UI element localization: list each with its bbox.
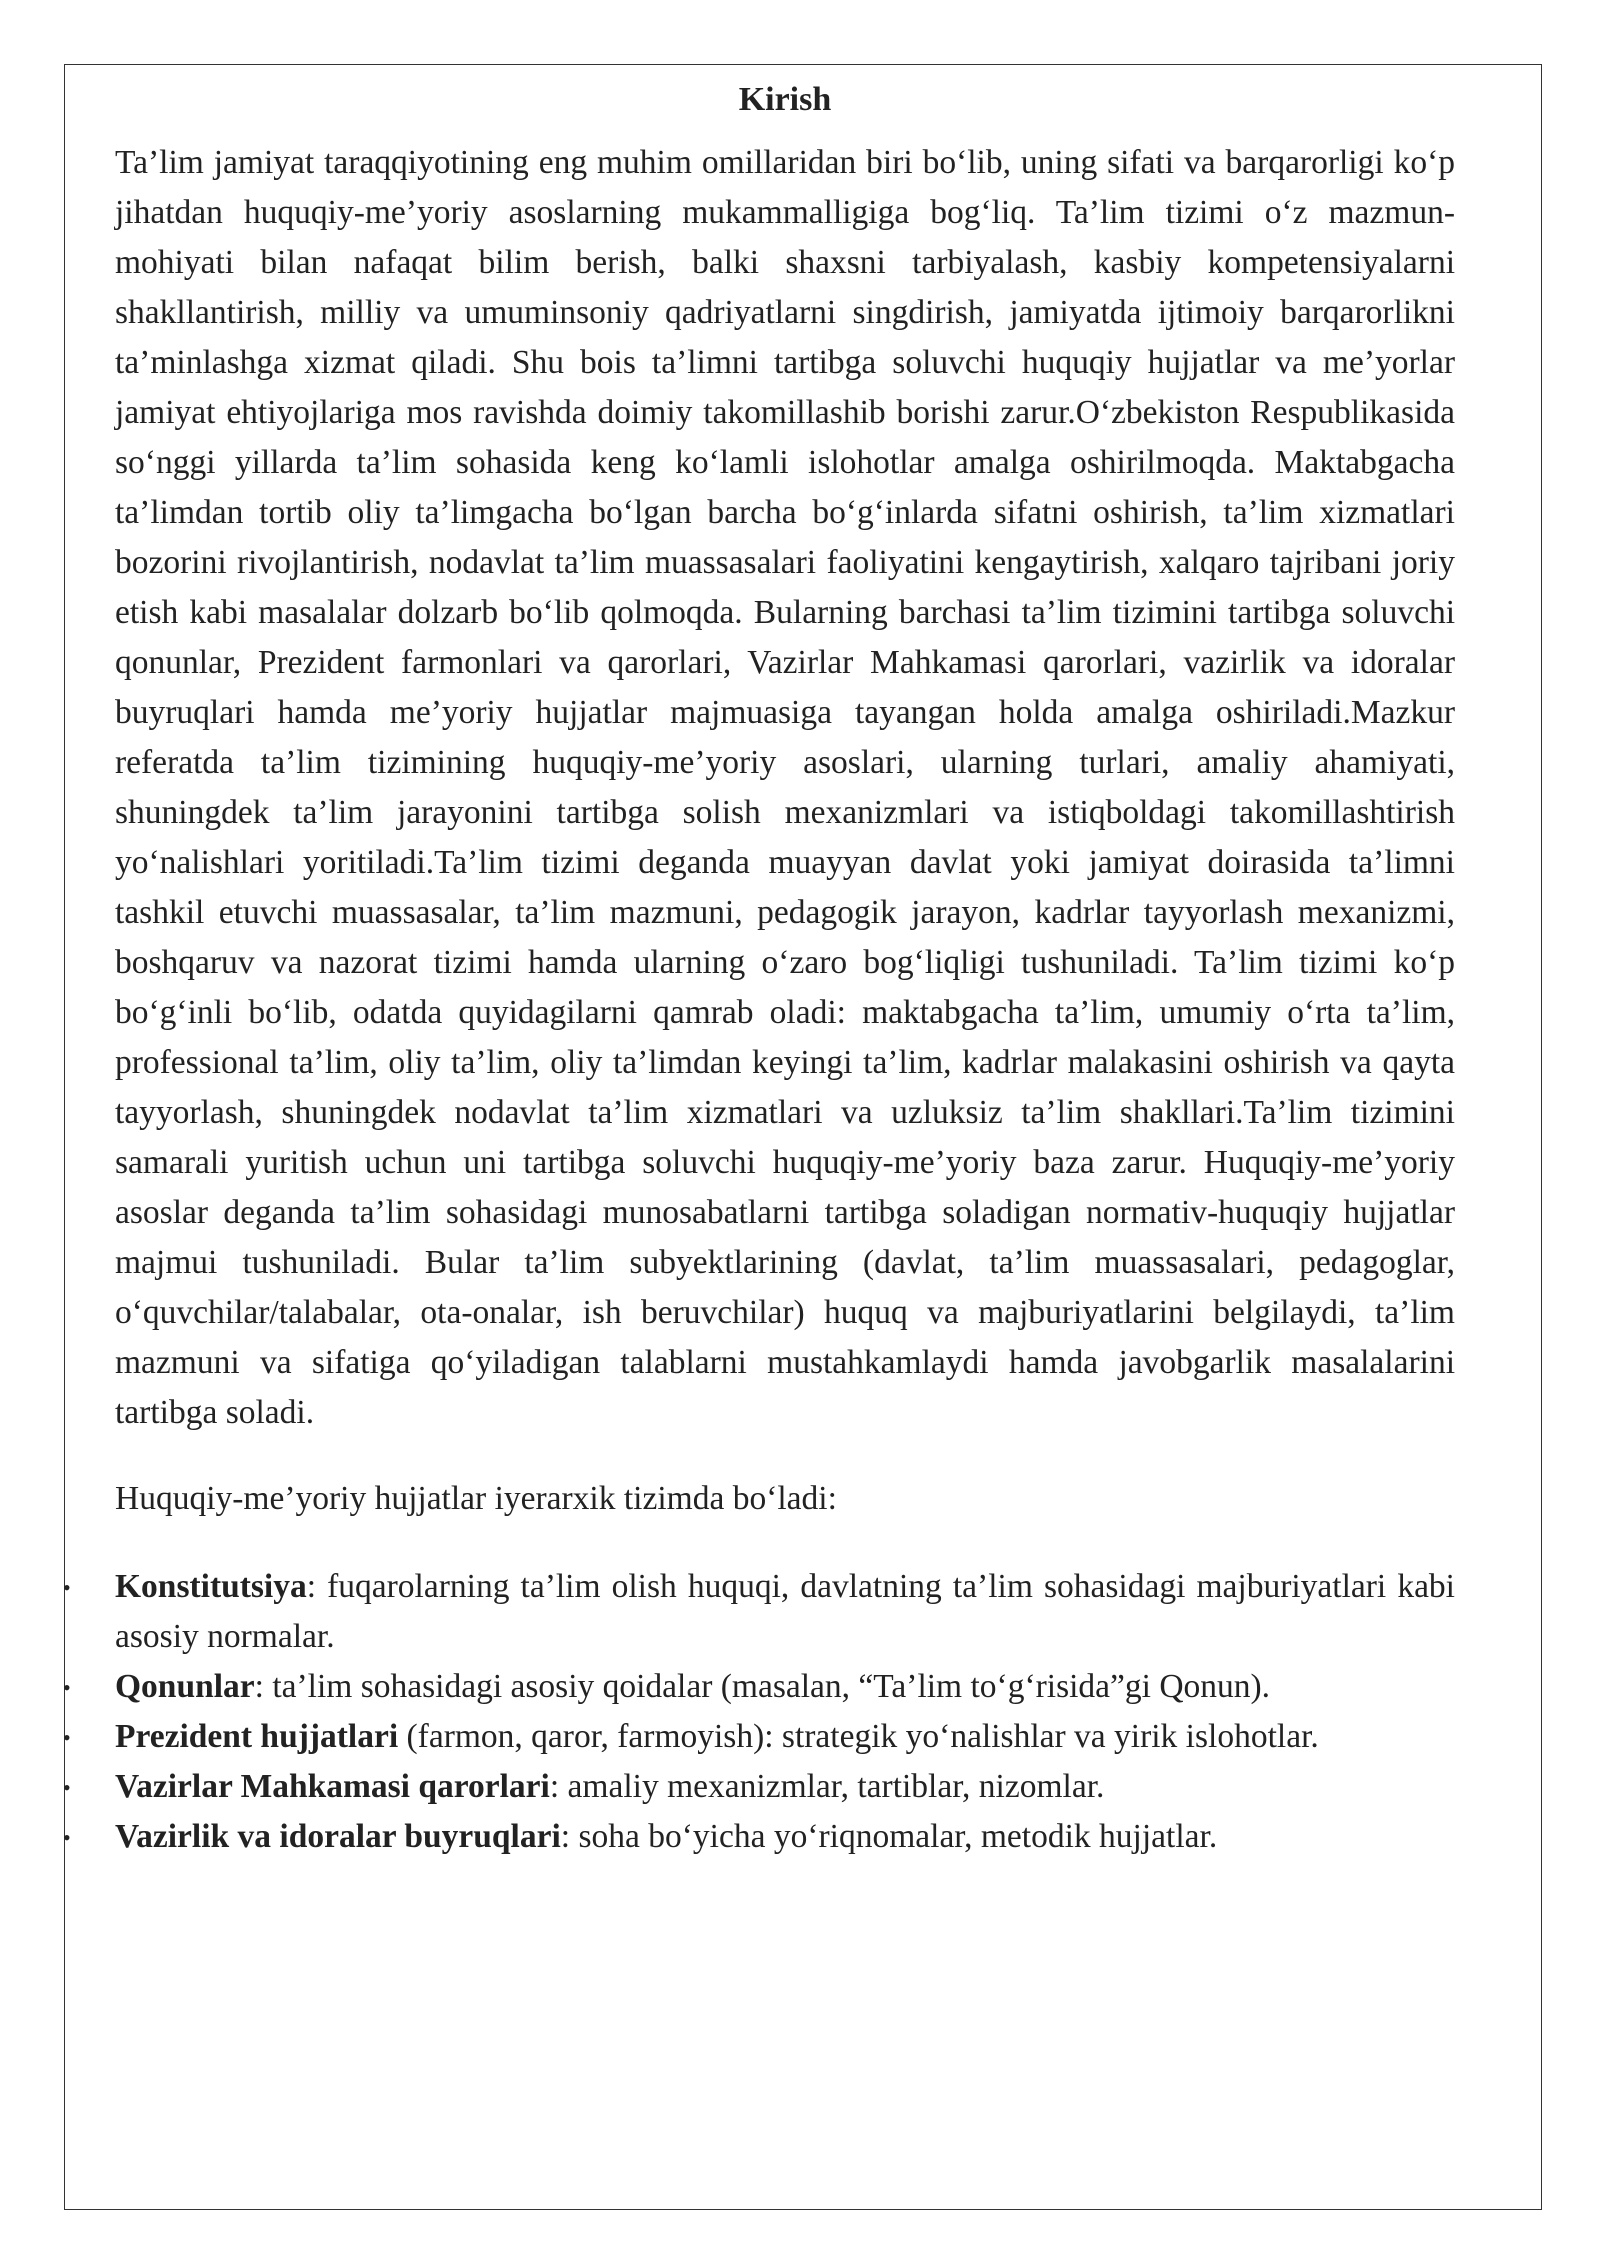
list-item-text: : fuqarolarning ta’lim olish huquqi, davlatning ta’lim sohasidagi majburiyatlari kabi asosiy normalar. <box>115 1568 1455 1655</box>
bullet-icon: • <box>63 1825 71 1850</box>
bullet-icon: • <box>63 1775 71 1800</box>
list-item-constitution <box>63 1562 1455 1662</box>
list-item-laws <box>63 1662 1455 1712</box>
list-item-term: Vazirlik va idoralar buyruqlari <box>115 1818 561 1855</box>
list-item-text: : amaliy mexanizmlar, tartiblar, nizomlar. <box>549 1768 1105 1805</box>
intro-paragraph: Ta’lim jamiyat taraqqiyotining eng muhim omillaridan biri bo‘lib, uning sifati va barqarorligi ko‘p jihatdan huquqiy-me’yoriy asoslarning mukammalligiga bog‘liq. Ta’lim tizimi o‘z mazmun-mohiyati bilan nafaqat bilim berish, balki shaxsni tarbiyalash, kasbiy kompetensiyalarni shakllantirish, milliy va umuminsoniy qadriyatlarni singdirish, jamiyatda ijtimoiy barqarorlikni ta’minlashga xizmat qiladi. Shu bois ta’limni tartibga soluvchi huquqiy hujjatlar va me’yorlar jamiyat ehtiyojlariga mos ravishda doimiy takomillashib borishi zarur.O‘zbekiston Respublikasida so‘nggi yillarda ta’lim sohasida keng ko‘lamli islohotlar amalga oshirilmoqda. Maktabgacha ta’limdan tortib oliy ta’limgacha bo‘lgan barcha bo‘g‘inlarda sifatni oshirish, ta’lim xizmatlari bozorini rivojlantirish, nodavlat ta’lim muassasalari faoliyatini kengaytirish, xalqaro tajribani joriy etish kabi masalalar dolzarb bo‘lib qolmoqda. Bularning barchasi ta’lim tizimini tartibga soluvchi qonunlar, Prezident farmonlari va qarorlari, Vazirlar Mahkamasi qarorlari, vazirlik va idoralar buyruqlari hamda me’yoriy hujjatlar majmuasiga tayangan holda amalga oshiriladi.Mazkur referatda ta’lim tizimining huquqiy-me’yoriy asoslari, ularning turlari, amaliy ahamiyati, shuningdek ta’lim jarayonini tartibga solish mexanizmlari va istiqboldagi takomillashtirish yo‘nalishlari yoritiladi.Ta’lim tizimi deganda muayyan davlat yoki jamiyat doirasida ta’limni tashkil etuvchi muassasalar, ta’lim mazmuni, pedagogik jarayon, kadrlar tayyorlash mexanizmi, boshqaruv va nazorat tizimi hamda ularning o‘zaro bog‘liqligi tushuniladi. Ta’lim tizimi ko‘p bo‘g‘inli bo‘lib, odatda quyidagilarni qamrab oladi: maktabgacha ta’lim, umumiy o‘rta ta’lim, professional ta’lim, oliy ta’lim, oliy ta’limdan keyingi ta’lim, kadrlar malakasini oshirish va qayta tayyorlash, shuningdek nodavlat ta’lim xizmatlari va uzluksiz ta’lim shakllari.Ta’lim tizimini samarali yuritish uchun uni tartibga soluvchi huquqiy-me’yoriy baza zarur. Huquqiy-me’yoriy asoslar deganda ta’lim sohasidagi munosabatlarni tartibga soladigan normativ-huquqiy hujjatlar majmui tushuniladi. Bular ta’lim subyektlarining (davlat, ta’lim muassasalari, pedagoglar, o‘quvchilar/talabalar, ota-onalar, ish beruvchilar) huquq va majburiyatlarini belgilaydi, ta’lim mazmuni va sifatiga qo‘yiladigan talablarni mustahkamlaydi hamda javobgarlik masalalarini tartibga soladi. <box>115 144 1455 1431</box>
bullet-icon: • <box>63 1675 71 1700</box>
hierarchy-intro: Huquqiy-me’yoriy hujjatlar iyerarxik tizimda bo‘ladi: <box>115 1480 837 1517</box>
hierarchy-list <box>63 1562 1455 1862</box>
list-item-ministry-orders <box>63 1812 1455 1862</box>
list-item-term: Prezident hujjatlari <box>115 1718 399 1755</box>
bullet-icon: • <box>63 1725 71 1750</box>
list-item-text: : ta’lim sohasidagi asosiy qoidalar (masalan, “Ta’lim to‘g‘risida”gi Qonun). <box>254 1668 1271 1705</box>
list-item-president-documents <box>63 1712 1455 1762</box>
document-title: Kirish <box>738 81 832 118</box>
list-item-text: (farmon, qaror, farmoyish): strategik yo‘nalishlar va yirik islohotlar. <box>398 1718 1319 1755</box>
list-item-term: Qonunlar <box>115 1668 255 1705</box>
list-item-term: Konstitutsiya <box>115 1568 307 1605</box>
list-item-cabinet-decisions <box>63 1762 1455 1812</box>
list-item-term: Vazirlar Mahkamasi qarorlari <box>115 1768 550 1805</box>
list-item-text: : soha bo‘yicha yo‘riqnomalar, metodik hujjatlar. <box>560 1818 1218 1855</box>
document-body <box>63 74 1455 1862</box>
bullet-icon: • <box>63 1575 71 1600</box>
